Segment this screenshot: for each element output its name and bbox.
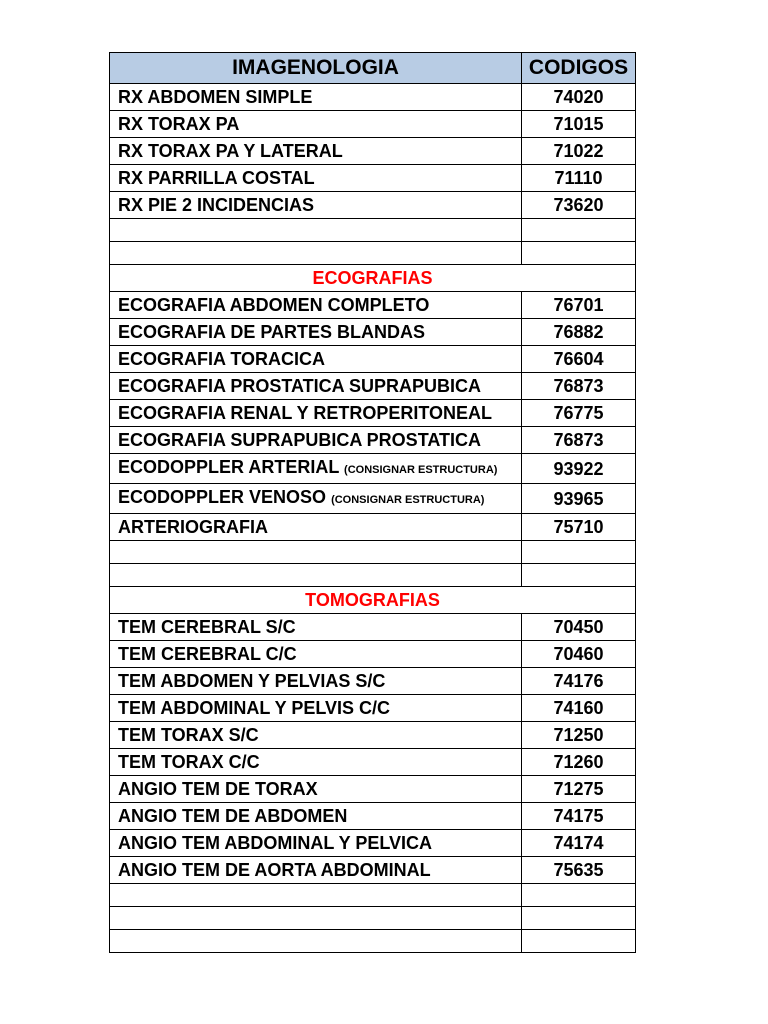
table-row [110, 138, 636, 165]
exam-name: TEM TORAX S/C [110, 722, 522, 749]
table-row [110, 292, 636, 319]
exam-code: 76882 [522, 319, 636, 346]
exam-code: 71022 [522, 138, 636, 165]
header-imagenologia: IMAGENOLOGIA [110, 53, 522, 84]
exam-name: ECODOPPLER VENOSO [118, 487, 327, 507]
exam-code: 93922 [522, 454, 636, 484]
table-row [110, 803, 636, 830]
empty-row [110, 907, 636, 930]
empty-cell [110, 541, 522, 564]
table-row [110, 454, 636, 484]
exam-name: RX TORAX PA [110, 111, 522, 138]
exam-note: (CONSIGNAR ESTRUCTURA) [344, 464, 498, 476]
exam-code: 71110 [522, 165, 636, 192]
table-row [110, 668, 636, 695]
table-row [110, 776, 636, 803]
empty-row [110, 219, 636, 242]
exam-name: ANGIO TEM ABDOMINAL Y PELVICA [110, 830, 522, 857]
exam-name-cell [110, 454, 522, 484]
empty-cell [110, 564, 522, 587]
exam-name: ECOGRAFIA PROSTATICA SUPRAPUBICA [110, 373, 522, 400]
exam-code: 76604 [522, 346, 636, 373]
empty-cell [110, 219, 522, 242]
section-row-tomografias [110, 587, 636, 614]
table-row [110, 722, 636, 749]
exam-code: 76873 [522, 427, 636, 454]
empty-cell [110, 907, 522, 930]
exam-code: 74176 [522, 668, 636, 695]
exam-name: ECOGRAFIA TORACICA [110, 346, 522, 373]
empty-cell [110, 242, 522, 265]
exam-note: (CONSIGNAR ESTRUCTURA) [331, 494, 485, 506]
exam-code: 75635 [522, 857, 636, 884]
table-row [110, 614, 636, 641]
exam-code: 74174 [522, 830, 636, 857]
empty-cell [522, 930, 636, 953]
codes-table [109, 52, 636, 953]
section-title-tomografias: TOMOGRAFIAS [110, 587, 636, 614]
exam-name: TEM ABDOMINAL Y PELVIS C/C [110, 695, 522, 722]
table-row [110, 192, 636, 219]
table-row [110, 319, 636, 346]
table-row [110, 111, 636, 138]
exam-name: ANGIO TEM DE ABDOMEN [110, 803, 522, 830]
table-row [110, 695, 636, 722]
exam-name: TEM ABDOMEN Y PELVIAS S/C [110, 668, 522, 695]
exam-name: ANGIO TEM DE TORAX [110, 776, 522, 803]
table-row [110, 427, 636, 454]
exam-name: ECOGRAFIA ABDOMEN COMPLETO [110, 292, 522, 319]
empty-row [110, 564, 636, 587]
header-row [110, 53, 636, 84]
empty-cell [522, 564, 636, 587]
empty-row [110, 884, 636, 907]
exam-name: ECOGRAFIA SUPRAPUBICA PROSTATICA [110, 427, 522, 454]
exam-code: 76701 [522, 292, 636, 319]
exam-name: ECOGRAFIA RENAL Y RETROPERITONEAL [110, 400, 522, 427]
exam-code: 70450 [522, 614, 636, 641]
table-row [110, 749, 636, 776]
exam-code: 74175 [522, 803, 636, 830]
table-row [110, 641, 636, 668]
empty-row [110, 541, 636, 564]
header-codigos: CODIGOS [522, 53, 636, 84]
exam-name: RX PARRILLA COSTAL [110, 165, 522, 192]
table-row [110, 830, 636, 857]
exam-code: 74020 [522, 84, 636, 111]
exam-code: 71260 [522, 749, 636, 776]
exam-name: ANGIO TEM DE AORTA ABDOMINAL [110, 857, 522, 884]
exam-code: 76775 [522, 400, 636, 427]
exam-name-cell [110, 484, 522, 514]
exam-name: ARTERIOGRAFIA [110, 514, 522, 541]
table-row [110, 484, 636, 514]
table-row [110, 373, 636, 400]
exam-name: RX PIE 2 INCIDENCIAS [110, 192, 522, 219]
empty-row [110, 242, 636, 265]
table-row [110, 84, 636, 111]
exam-code: 76873 [522, 373, 636, 400]
exam-code: 74160 [522, 695, 636, 722]
empty-cell [522, 242, 636, 265]
exam-name: TEM CEREBRAL C/C [110, 641, 522, 668]
exam-name: ECODOPPLER ARTERIAL [118, 457, 340, 477]
table-row [110, 514, 636, 541]
empty-cell [110, 930, 522, 953]
table-row [110, 346, 636, 373]
exam-name: RX ABDOMEN SIMPLE [110, 84, 522, 111]
exam-code: 71250 [522, 722, 636, 749]
empty-cell [522, 541, 636, 564]
exam-code: 71015 [522, 111, 636, 138]
exam-name: TEM TORAX C/C [110, 749, 522, 776]
empty-row [110, 930, 636, 953]
exam-code: 75710 [522, 514, 636, 541]
exam-name: RX TORAX PA Y LATERAL [110, 138, 522, 165]
table-row [110, 400, 636, 427]
section-row-ecografias [110, 265, 636, 292]
exam-code: 73620 [522, 192, 636, 219]
empty-cell [522, 219, 636, 242]
section-title-ecografias: ECOGRAFIAS [110, 265, 636, 292]
exam-name: ECOGRAFIA DE PARTES BLANDAS [110, 319, 522, 346]
exam-code: 93965 [522, 484, 636, 514]
exam-name: TEM CEREBRAL S/C [110, 614, 522, 641]
table-row [110, 857, 636, 884]
empty-cell [522, 907, 636, 930]
empty-cell [522, 884, 636, 907]
exam-code: 71275 [522, 776, 636, 803]
exam-code: 70460 [522, 641, 636, 668]
empty-cell [110, 884, 522, 907]
table-row [110, 165, 636, 192]
